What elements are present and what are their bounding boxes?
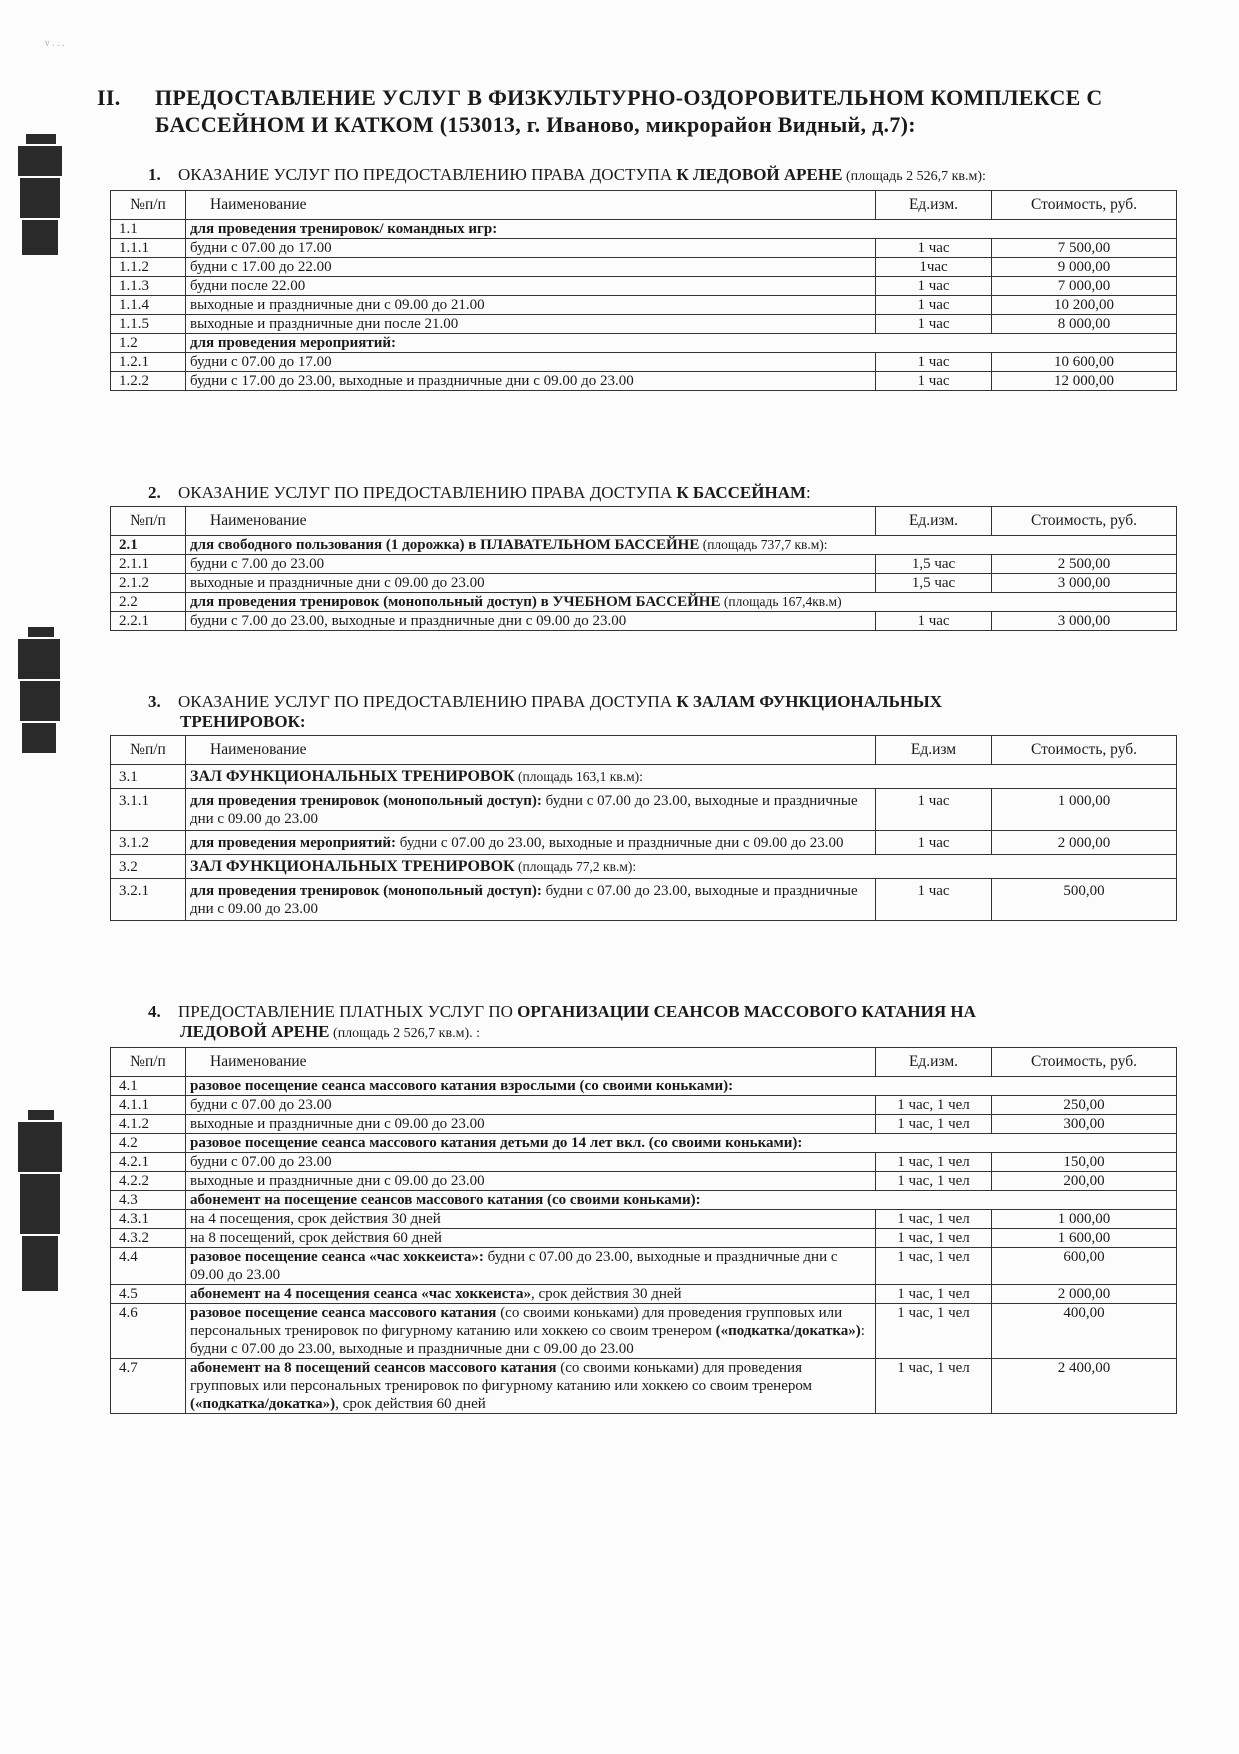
row-name-bold: для проведения тренировок (монопольный доступ): [190,793,542,809]
scan-noise: ν . . . [45,38,65,49]
table-row [111,372,1177,391]
row-price: 1 600,00 [992,1229,1177,1248]
table-row [111,1115,1177,1134]
row-unit: 1 час [876,879,992,921]
row-price: 400,00 [992,1304,1177,1359]
section-4-heading [150,1002,1176,1044]
table-row [111,1153,1177,1172]
row-name: будни с 07.00 до 23.00 [186,1153,876,1172]
section-2 [110,483,1176,631]
row-name-bold: для проведения тренировок (монопольный доступ) в УЧЕБНОМ БАССЕЙНЕ [190,594,721,610]
heading-bold-line-2: ТРЕНИРОВОК: [180,712,306,731]
row-name: разовое посещение сеанса массового катания детьми до 14 лет вкл. (со своими коньками): [186,1134,1177,1153]
row-name-rest: , срок действия 30 дней [530,1286,682,1302]
heading-tail: : [806,483,811,502]
row-name [186,1304,876,1359]
row-name: будни с 07.00 до 17.00 [186,353,876,372]
row-num: 4.3 [111,1191,186,1210]
row-name: будни с 07.00 до 17.00 [186,239,876,258]
section-1 [110,165,1176,391]
row-name-bold: разовое посещение сеанса массового катания [190,1305,497,1321]
row-price: 9 000,00 [992,258,1177,277]
table-row [111,1229,1177,1248]
scan-artifact-3 [18,1108,66,1298]
table-row [111,296,1177,315]
row-num: 1.2 [111,334,186,353]
heading-text: ПРЕДОСТАВЛЕНИЕ ПЛАТНЫХ УСЛУГ ПО [178,1002,518,1021]
row-name [186,765,1177,789]
title-line-1: ПРЕДОСТАВЛЕНИЕ УСЛУГ В ФИЗКУЛЬТУРНО-ОЗДОРОВИТЕЛЬНОМ КОМПЛЕКСЕ С [155,85,1103,110]
row-unit: 1 час, 1 чел [876,1229,992,1248]
row-unit: 1 час [876,277,992,296]
row-name-bold: ЗАЛ ФУНКЦИОНАЛЬНЫХ ТРЕНИРОВОК [190,768,515,785]
table-row [111,315,1177,334]
row-num: 1.1.3 [111,277,186,296]
row-price: 600,00 [992,1248,1177,1285]
row-name: выходные и праздничные дни после 21.00 [186,315,876,334]
col-header-price: Стоимость, руб. [992,507,1177,536]
row-unit: 1 час, 1 чел [876,1248,992,1285]
ice-arena-table [110,190,1177,391]
table-row [111,1248,1177,1285]
row-name-rest: будни с 07.00 до 23.00, выходные и праздничные дни с 09.00 до 23.00 [190,793,858,827]
row-price: 2 400,00 [992,1359,1177,1414]
table-row [111,1359,1177,1414]
row-unit: 1час [876,258,992,277]
row-price: 2 000,00 [992,1285,1177,1304]
row-price: 7 500,00 [992,239,1177,258]
row-name: будни с 07.00 до 23.00 [186,1096,876,1115]
row-price: 1 000,00 [992,789,1177,831]
heading-area: (площадь 2 526,7 кв.м): [842,169,986,184]
row-name [186,1285,876,1304]
heading-text: ОКАЗАНИЕ УСЛУГ ПО ПРЕДОСТАВЛЕНИЮ ПРАВА ДОСТУПА [178,165,677,184]
col-header-price: Стоимость, руб. [992,1048,1177,1077]
table-row [111,1096,1177,1115]
row-unit: 1,5 час [876,574,992,593]
table-row [111,574,1177,593]
row-name-bold: для проведения тренировок (монопольный доступ): [190,883,542,899]
row-name-area: (площадь 163,1 кв.м): [514,769,643,784]
row-name-rest: будни с 07.00 до 23.00, выходные и праздничные дни с 09.00 до 23.00 [190,883,858,917]
row-unit: 1 час [876,789,992,831]
row-name-rest: (со своими коньками) для проведения групповых или персональных тренировок по фигурному катанию или хоккею со своим тренером [190,1360,813,1394]
heading-bold-line-2: ЛЕДОВОЙ АРЕНЕ [180,1022,330,1041]
title-line-2: БАССЕЙНОМ И КАТКОМ (153013, г. Иваново, микрорайон Видный, д.7): [155,112,916,137]
row-name: на 4 посещения, срок действия 30 дней [186,1210,876,1229]
row-name [186,789,876,831]
row-name-bold-2: («подкатка/докатка») [715,1323,861,1339]
row-name [186,831,876,855]
row-name-bold-2: («подкатка/докатка») [190,1396,336,1412]
table-row [111,277,1177,296]
row-num: 4.5 [111,1285,186,1304]
table-row [111,855,1177,879]
row-unit: 1 час, 1 чел [876,1285,992,1304]
row-num: 4.4 [111,1248,186,1285]
title-number: II. [97,85,121,110]
section-number: 2. [148,483,161,502]
section-number: 4. [148,1002,161,1021]
col-header-unit: Ед.изм [876,736,992,765]
row-name: для проведения мероприятий: [186,334,1177,353]
col-header-price: Стоимость, руб. [992,191,1177,220]
row-name: абонемент на посещение сеансов массового катания (со своими коньками): [186,1191,1177,1210]
table-row [111,334,1177,353]
row-price: 2 500,00 [992,555,1177,574]
row-name-bold: абонемент на 4 посещения сеанса «час хоккеиста» [190,1286,531,1302]
scan-artifact-2 [18,625,66,765]
table-header-row [111,736,1177,765]
row-unit: 1 час [876,353,992,372]
row-name-area: (площадь 77,2 кв.м): [514,859,637,874]
row-name-bold: абонемент на 8 посещений сеансов массового катания [190,1360,557,1376]
section-2-heading [150,483,1176,503]
row-num: 3.1 [111,765,186,789]
row-num: 2.1.2 [111,574,186,593]
row-num: 1.1.4 [111,296,186,315]
col-header-unit: Ед.изм. [876,507,992,536]
col-header-unit: Ед.изм. [876,191,992,220]
row-name-rest-2: : будни с 07.00 до 23.00, выходные и праздничные дни с 09.00 до 23.00 [190,1323,865,1357]
row-unit: 1 час [876,612,992,631]
row-num: 1.1.1 [111,239,186,258]
row-unit: 1 час, 1 чел [876,1172,992,1191]
row-name-bold: ЗАЛ ФУНКЦИОНАЛЬНЫХ ТРЕНИРОВОК [190,858,515,875]
row-unit: 1 час, 1 чел [876,1153,992,1172]
row-name-bold: разовое посещение сеанса «час хоккеиста»: [190,1249,484,1265]
row-name: выходные и праздничные дни с 09.00 до 23.00 [186,1172,876,1191]
row-price: 1 000,00 [992,1210,1177,1229]
row-name: выходные и праздничные дни с 09.00 до 23.00 [186,1115,876,1134]
row-num: 4.6 [111,1304,186,1359]
row-unit: 1 час, 1 чел [876,1304,992,1359]
section-4 [110,1002,1176,1414]
row-unit: 1 час [876,239,992,258]
row-num: 2.2.1 [111,612,186,631]
row-num: 4.1 [111,1077,186,1096]
col-header-name: Наименование [186,736,876,765]
row-price: 2 000,00 [992,831,1177,855]
col-header-num: №п/п [111,507,186,536]
row-name [186,536,1177,555]
table-row [111,536,1177,555]
row-name: выходные и праздничные дни с 09.00 до 21.00 [186,296,876,315]
row-name [186,1359,876,1414]
row-unit: 1 час, 1 чел [876,1096,992,1115]
row-num: 4.1.1 [111,1096,186,1115]
heading-text: ОКАЗАНИЕ УСЛУГ ПО ПРЕДОСТАВЛЕНИЮ ПРАВА ДОСТУПА [178,692,677,711]
table-header-row [111,507,1177,536]
row-name: для проведения тренировок/ командных игр: [186,220,1177,239]
row-price: 7 000,00 [992,277,1177,296]
row-num: 4.3.1 [111,1210,186,1229]
row-name [186,855,1177,879]
table-header-row [111,1048,1177,1077]
table-row [111,353,1177,372]
row-price: 12 000,00 [992,372,1177,391]
row-num: 4.2.1 [111,1153,186,1172]
row-name-bold: для проведения мероприятий: [190,835,397,851]
table-row [111,593,1177,612]
row-name [186,1248,876,1285]
col-header-num: №п/п [111,736,186,765]
row-name-rest: будни с 07.00 до 23.00, выходные и праздничные дни с 09.00 до 23.00 [396,835,844,851]
table-row [111,765,1177,789]
row-unit: 1 час [876,296,992,315]
row-num: 4.1.2 [111,1115,186,1134]
section-1-heading [150,165,1176,187]
row-price: 200,00 [992,1172,1177,1191]
table-row [111,220,1177,239]
col-header-name: Наименование [186,1048,876,1077]
table-row [111,1210,1177,1229]
col-header-num: №п/п [111,191,186,220]
heading-bold: К ЛЕДОВОЙ АРЕНЕ [676,165,843,184]
row-name: на 8 посещений, срок действия 60 дней [186,1229,876,1248]
row-num: 4.7 [111,1359,186,1414]
row-name: выходные и праздничные дни с 09.00 до 23.00 [186,574,876,593]
pools-table [110,506,1177,631]
table-row [111,1304,1177,1359]
row-num: 1.1 [111,220,186,239]
heading-bold: ОРГАНИЗАЦИИ СЕАНСОВ МАССОВОГО КАТАНИЯ НА [517,1002,976,1021]
table-row [111,1172,1177,1191]
row-num: 3.2.1 [111,879,186,921]
heading-bold: К ЗАЛАМ ФУНКЦИОНАЛЬНЫХ [676,692,943,711]
row-unit: 1 час [876,315,992,334]
main-title [97,84,1157,138]
section-3 [110,692,1176,921]
row-unit: 1 час [876,831,992,855]
row-name [186,593,1177,612]
col-header-name: Наименование [186,191,876,220]
row-num: 1.2.2 [111,372,186,391]
row-unit: 1 час, 1 чел [876,1115,992,1134]
section-3-heading [150,692,1176,732]
row-num: 1.2.1 [111,353,186,372]
row-num: 4.2.2 [111,1172,186,1191]
row-name-area: (площадь 167,4кв.м) [720,594,842,609]
table-row [111,555,1177,574]
row-num: 2.2 [111,593,186,612]
row-name [186,879,876,921]
col-header-price: Стоимость, руб. [992,736,1177,765]
table-row [111,1134,1177,1153]
col-header-num: №п/п [111,1048,186,1077]
scan-artifact-1 [18,132,66,272]
row-name-rest: (со своими коньками) для проведения групповых или персональных тренировок по фигурному катанию или хоккею со своим тренером [190,1305,843,1339]
row-num: 1.1.2 [111,258,186,277]
col-header-name: Наименование [186,507,876,536]
table-header-row [111,191,1177,220]
row-name: будни после 22.00 [186,277,876,296]
row-num: 2.1.1 [111,555,186,574]
heading-text: ОКАЗАНИЕ УСЛУГ ПО ПРЕДОСТАВЛЕНИЮ ПРАВА ДОСТУПА [178,483,677,502]
table-row [111,1077,1177,1096]
functional-halls-table [110,735,1177,921]
table-row [111,612,1177,631]
row-price: 3 000,00 [992,612,1177,631]
row-num: 4.2 [111,1134,186,1153]
row-price: 300,00 [992,1115,1177,1134]
row-price: 10 200,00 [992,296,1177,315]
table-row [111,789,1177,831]
mass-skating-table [110,1047,1177,1414]
row-name: будни с 7.00 до 23.00 [186,555,876,574]
row-name: будни с 17.00 до 22.00 [186,258,876,277]
col-header-unit: Ед.изм. [876,1048,992,1077]
table-row [111,258,1177,277]
table-row [111,879,1177,921]
row-num: 4.3.2 [111,1229,186,1248]
table-row [111,239,1177,258]
row-name-rest-2: , срок действия 60 дней [335,1396,486,1412]
heading-area: (площадь 2 526,7 кв.м). : [329,1026,480,1041]
row-num: 3.2 [111,855,186,879]
section-number: 1. [148,165,161,184]
row-num: 2.1 [111,536,186,555]
section-number: 3. [148,692,161,711]
row-num: 3.1.2 [111,831,186,855]
table-body [111,220,1177,391]
table-row [111,1191,1177,1210]
row-unit: 1,5 час [876,555,992,574]
row-unit: 1 час, 1 чел [876,1359,992,1414]
row-price: 150,00 [992,1153,1177,1172]
row-name-area: (площадь 737,7 кв.м): [699,537,828,552]
row-name: будни с 7.00 до 23.00, выходные и праздничные дни с 09.00 до 23.00 [186,612,876,631]
row-price: 8 000,00 [992,315,1177,334]
row-unit: 1 час, 1 чел [876,1210,992,1229]
row-unit: 1 час [876,372,992,391]
heading-bold: К БАССЕЙНАМ [676,483,807,502]
row-num: 3.1.1 [111,789,186,831]
row-name: будни с 17.00 до 23.00, выходные и праздничные дни с 09.00 до 23.00 [186,372,876,391]
row-name-bold: для свободного пользования (1 дорожка) в ПЛАВАТЕЛЬНОМ БАССЕЙНЕ [190,537,700,553]
row-price: 500,00 [992,879,1177,921]
row-num: 1.1.5 [111,315,186,334]
row-price: 10 600,00 [992,353,1177,372]
table-row [111,831,1177,855]
row-name: разовое посещение сеанса массового катания взрослыми (со своими коньками): [186,1077,1177,1096]
table-row [111,1285,1177,1304]
row-name-rest: будни с 07.00 до 23.00, выходные и праздничные дни с 09.00 до 23.00 [190,1249,838,1283]
row-price: 3 000,00 [992,574,1177,593]
row-price: 250,00 [992,1096,1177,1115]
